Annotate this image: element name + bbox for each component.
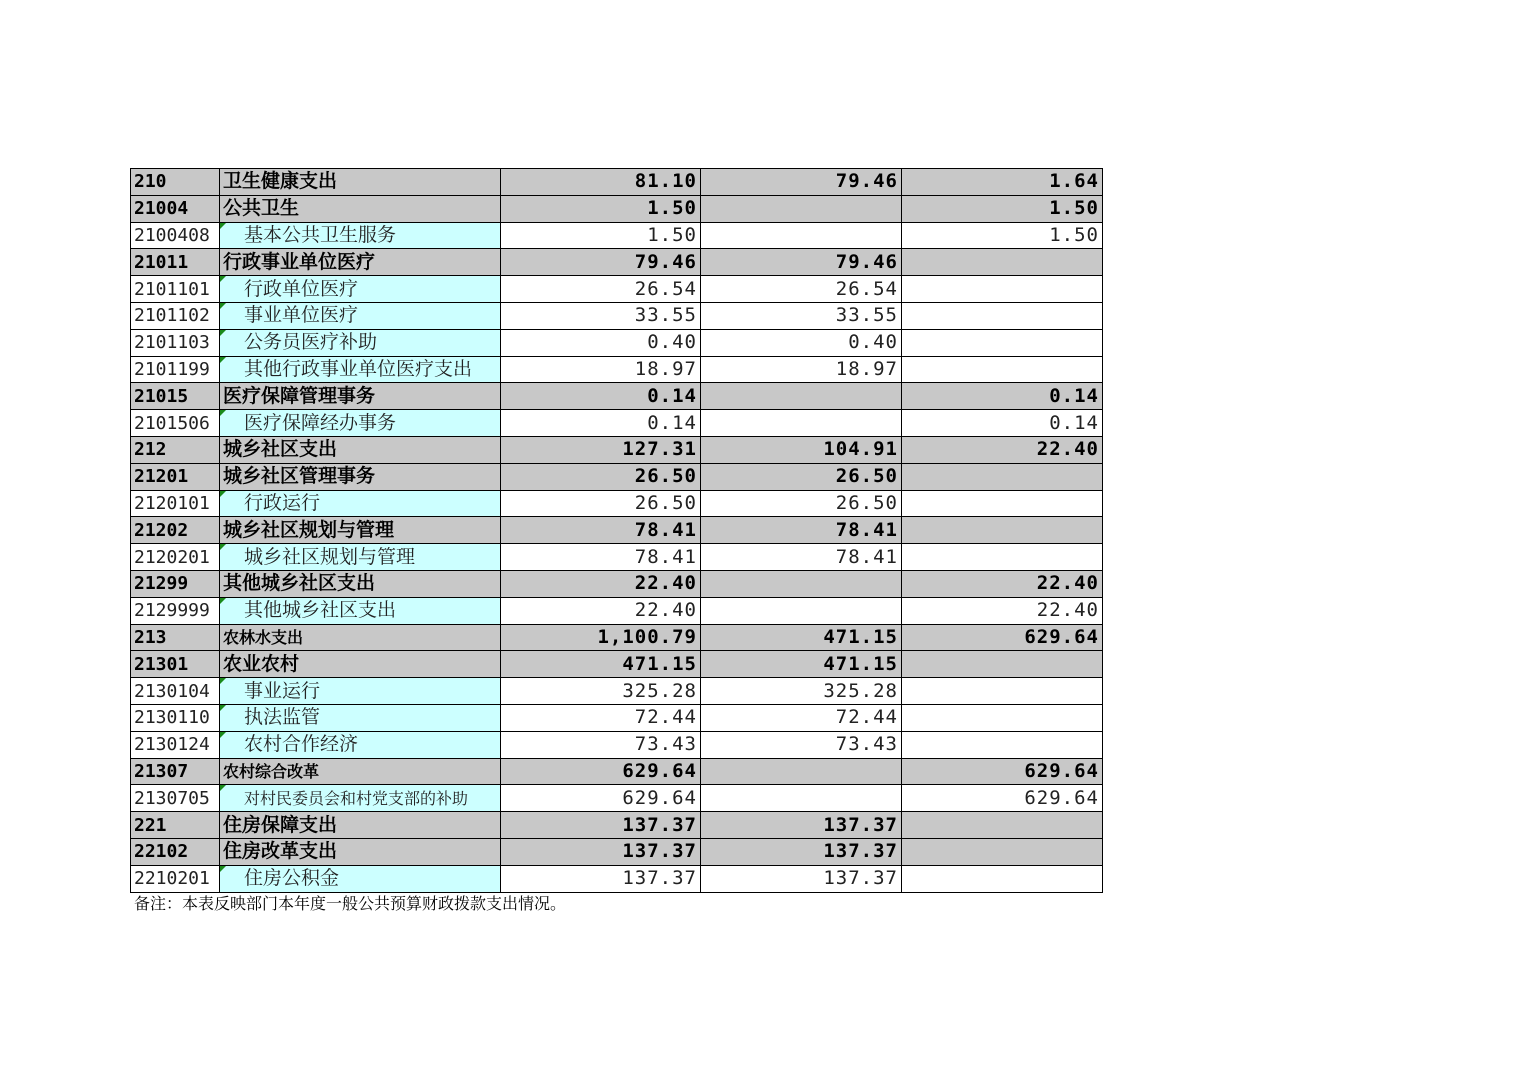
cell-project-amount: [902, 517, 1103, 544]
cell-subject-name: 农村合作经济: [220, 731, 501, 758]
cell-total-amount: 22.40: [501, 570, 701, 597]
cell-project-amount: [902, 678, 1103, 705]
table-row-detail: [131, 544, 1103, 571]
cell-total-amount: 137.37: [501, 812, 701, 839]
cell-project-amount: [902, 329, 1103, 356]
cell-total-amount: 22.40: [501, 597, 701, 624]
cell-subject-code: 210: [131, 169, 220, 196]
cell-project-amount: [902, 812, 1103, 839]
cell-subject-code: 2129999: [131, 597, 220, 624]
cell-total-amount: 1.50: [501, 195, 701, 222]
cell-basic-amount: 33.55: [701, 302, 902, 329]
cell-total-amount: 629.64: [501, 758, 701, 785]
cell-basic-amount: 104.91: [701, 436, 902, 463]
table-row-group: [131, 570, 1103, 597]
cell-project-amount: 629.64: [902, 624, 1103, 651]
cell-project-amount: [902, 544, 1103, 571]
cell-project-amount: [902, 865, 1103, 892]
cell-subject-name: 行政事业单位医疗: [220, 249, 501, 276]
cell-total-amount: 0.14: [501, 383, 701, 410]
cell-total-amount: 26.54: [501, 276, 701, 303]
cell-subject-code: 2100408: [131, 222, 220, 249]
cell-basic-amount: 78.41: [701, 517, 902, 544]
cell-basic-amount: 73.43: [701, 731, 902, 758]
cell-basic-amount: 325.28: [701, 678, 902, 705]
cell-basic-amount: 26.50: [701, 490, 902, 517]
cell-subject-name: 城乡社区规划与管理: [220, 544, 501, 571]
cell-basic-amount: 137.37: [701, 812, 902, 839]
cell-basic-amount: [701, 195, 902, 222]
cell-subject-code: 22102: [131, 838, 220, 865]
cell-subject-code: 21301: [131, 651, 220, 678]
cell-basic-amount: 471.15: [701, 651, 902, 678]
cell-subject-name: 农林水支出: [220, 624, 501, 651]
cell-total-amount: 127.31: [501, 436, 701, 463]
table-row-group: [131, 436, 1103, 463]
cell-subject-name: 住房改革支出: [220, 838, 501, 865]
table-row-detail: [131, 410, 1103, 437]
cell-project-amount: 629.64: [902, 785, 1103, 812]
cell-subject-name: 事业运行: [220, 678, 501, 705]
cell-basic-amount: 79.46: [701, 169, 902, 196]
cell-total-amount: 26.50: [501, 463, 701, 490]
table-row-detail: [131, 276, 1103, 303]
cell-project-amount: 0.14: [902, 410, 1103, 437]
cell-project-amount: [902, 651, 1103, 678]
cell-basic-amount: [701, 222, 902, 249]
cell-subject-code: 2101506: [131, 410, 220, 437]
cell-project-amount: 1.50: [902, 222, 1103, 249]
cell-subject-code: 2210201: [131, 865, 220, 892]
cell-subject-code: 21307: [131, 758, 220, 785]
cell-subject-name: 行政单位医疗: [220, 276, 501, 303]
cell-total-amount: 325.28: [501, 678, 701, 705]
cell-subject-code: 213: [131, 624, 220, 651]
cell-subject-code: 21202: [131, 517, 220, 544]
cell-total-amount: 629.64: [501, 785, 701, 812]
cell-subject-name: 事业单位医疗: [220, 302, 501, 329]
cell-basic-amount: [701, 383, 902, 410]
cell-total-amount: 78.41: [501, 544, 701, 571]
cell-basic-amount: [701, 597, 902, 624]
cell-total-amount: 0.14: [501, 410, 701, 437]
cell-subject-code: 21015: [131, 383, 220, 410]
cell-basic-amount: 26.50: [701, 463, 902, 490]
cell-subject-name: 城乡社区支出: [220, 436, 501, 463]
table-row-detail: [131, 731, 1103, 758]
cell-total-amount: 18.97: [501, 356, 701, 383]
cell-total-amount: 0.40: [501, 329, 701, 356]
cell-project-amount: 1.50: [902, 195, 1103, 222]
cell-project-amount: [902, 838, 1103, 865]
cell-subject-code: 2101102: [131, 302, 220, 329]
cell-basic-amount: 137.37: [701, 865, 902, 892]
cell-subject-code: 212: [131, 436, 220, 463]
table-row-group: [131, 463, 1103, 490]
cell-basic-amount: [701, 410, 902, 437]
table-row-group: [131, 249, 1103, 276]
cell-project-amount: [902, 731, 1103, 758]
cell-project-amount: [902, 356, 1103, 383]
cell-subject-name: 医疗保障经办事务: [220, 410, 501, 437]
cell-basic-amount: 26.54: [701, 276, 902, 303]
cell-subject-name: 对村民委员会和村党支部的补助: [220, 785, 501, 812]
cell-subject-name: 城乡社区规划与管理: [220, 517, 501, 544]
cell-subject-code: 2130104: [131, 678, 220, 705]
cell-project-amount: [902, 704, 1103, 731]
table-row-group: [131, 812, 1103, 839]
cell-total-amount: 73.43: [501, 731, 701, 758]
table-footnote: 备注：本表反映部门本年度一般公共预算财政拨款支出情况。: [134, 894, 567, 913]
cell-basic-amount: 471.15: [701, 624, 902, 651]
cell-basic-amount: 137.37: [701, 838, 902, 865]
cell-subject-name: 公务员医疗补助: [220, 329, 501, 356]
cell-subject-name: 其他城乡社区支出: [220, 597, 501, 624]
table-row-detail: [131, 356, 1103, 383]
cell-total-amount: 26.50: [501, 490, 701, 517]
cell-total-amount: 137.37: [501, 865, 701, 892]
cell-subject-code: 2130124: [131, 731, 220, 758]
cell-project-amount: 629.64: [902, 758, 1103, 785]
table-row-group: [131, 169, 1103, 196]
table-row-group: [131, 651, 1103, 678]
cell-subject-name: 其他行政事业单位医疗支出: [220, 356, 501, 383]
cell-total-amount: 471.15: [501, 651, 701, 678]
expenditure-table-body: [131, 169, 1103, 893]
cell-basic-amount: 79.46: [701, 249, 902, 276]
table-row-group: [131, 517, 1103, 544]
cell-subject-code: 21299: [131, 570, 220, 597]
cell-total-amount: 137.37: [501, 838, 701, 865]
cell-project-amount: [902, 276, 1103, 303]
cell-subject-code: 2101101: [131, 276, 220, 303]
table-row-detail: [131, 678, 1103, 705]
cell-subject-code: 21004: [131, 195, 220, 222]
cell-subject-code: 2101103: [131, 329, 220, 356]
table-row-detail: [131, 785, 1103, 812]
cell-subject-name: 住房保障支出: [220, 812, 501, 839]
expenditure-table: [130, 168, 1103, 893]
cell-basic-amount: [701, 785, 902, 812]
cell-project-amount: 22.40: [902, 597, 1103, 624]
cell-subject-code: 2130110: [131, 704, 220, 731]
cell-total-amount: 33.55: [501, 302, 701, 329]
table-row-group: [131, 838, 1103, 865]
cell-subject-name: 医疗保障管理事务: [220, 383, 501, 410]
cell-basic-amount: 0.40: [701, 329, 902, 356]
cell-subject-name: 住房公积金: [220, 865, 501, 892]
cell-project-amount: [902, 463, 1103, 490]
table-row-detail: [131, 302, 1103, 329]
cell-project-amount: 22.40: [902, 570, 1103, 597]
cell-subject-name: 其他城乡社区支出: [220, 570, 501, 597]
cell-total-amount: 78.41: [501, 517, 701, 544]
cell-subject-name: 农村综合改革: [220, 758, 501, 785]
cell-subject-code: 2120101: [131, 490, 220, 517]
cell-subject-name: 公共卫生: [220, 195, 501, 222]
cell-subject-code: 221: [131, 812, 220, 839]
table-row-group: [131, 624, 1103, 651]
table-row-group: [131, 383, 1103, 410]
cell-subject-name: 执法监管: [220, 704, 501, 731]
cell-subject-code: 2120201: [131, 544, 220, 571]
table-row-group: [131, 758, 1103, 785]
table-row-detail: [131, 329, 1103, 356]
cell-total-amount: 1.50: [501, 222, 701, 249]
cell-subject-name: 行政运行: [220, 490, 501, 517]
cell-subject-name: 城乡社区管理事务: [220, 463, 501, 490]
cell-total-amount: 1,100.79: [501, 624, 701, 651]
table-row-detail: [131, 490, 1103, 517]
cell-project-amount: [902, 490, 1103, 517]
cell-subject-name: 卫生健康支出: [220, 169, 501, 196]
table-row-detail: [131, 597, 1103, 624]
cell-basic-amount: [701, 570, 902, 597]
cell-total-amount: 72.44: [501, 704, 701, 731]
cell-project-amount: 0.14: [902, 383, 1103, 410]
table-row-detail: [131, 222, 1103, 249]
cell-project-amount: 22.40: [902, 436, 1103, 463]
table-row-group: [131, 195, 1103, 222]
cell-subject-code: 21011: [131, 249, 220, 276]
cell-basic-amount: 78.41: [701, 544, 902, 571]
cell-subject-code: 2101199: [131, 356, 220, 383]
cell-total-amount: 79.46: [501, 249, 701, 276]
cell-project-amount: 1.64: [902, 169, 1103, 196]
cell-project-amount: [902, 302, 1103, 329]
cell-subject-name: 农业农村: [220, 651, 501, 678]
cell-project-amount: [902, 249, 1103, 276]
cell-basic-amount: [701, 758, 902, 785]
table-row-detail: [131, 865, 1103, 892]
cell-subject-name: 基本公共卫生服务: [220, 222, 501, 249]
cell-basic-amount: 72.44: [701, 704, 902, 731]
cell-basic-amount: 18.97: [701, 356, 902, 383]
cell-subject-code: 2130705: [131, 785, 220, 812]
cell-total-amount: 81.10: [501, 169, 701, 196]
cell-subject-code: 21201: [131, 463, 220, 490]
table-row-detail: [131, 704, 1103, 731]
